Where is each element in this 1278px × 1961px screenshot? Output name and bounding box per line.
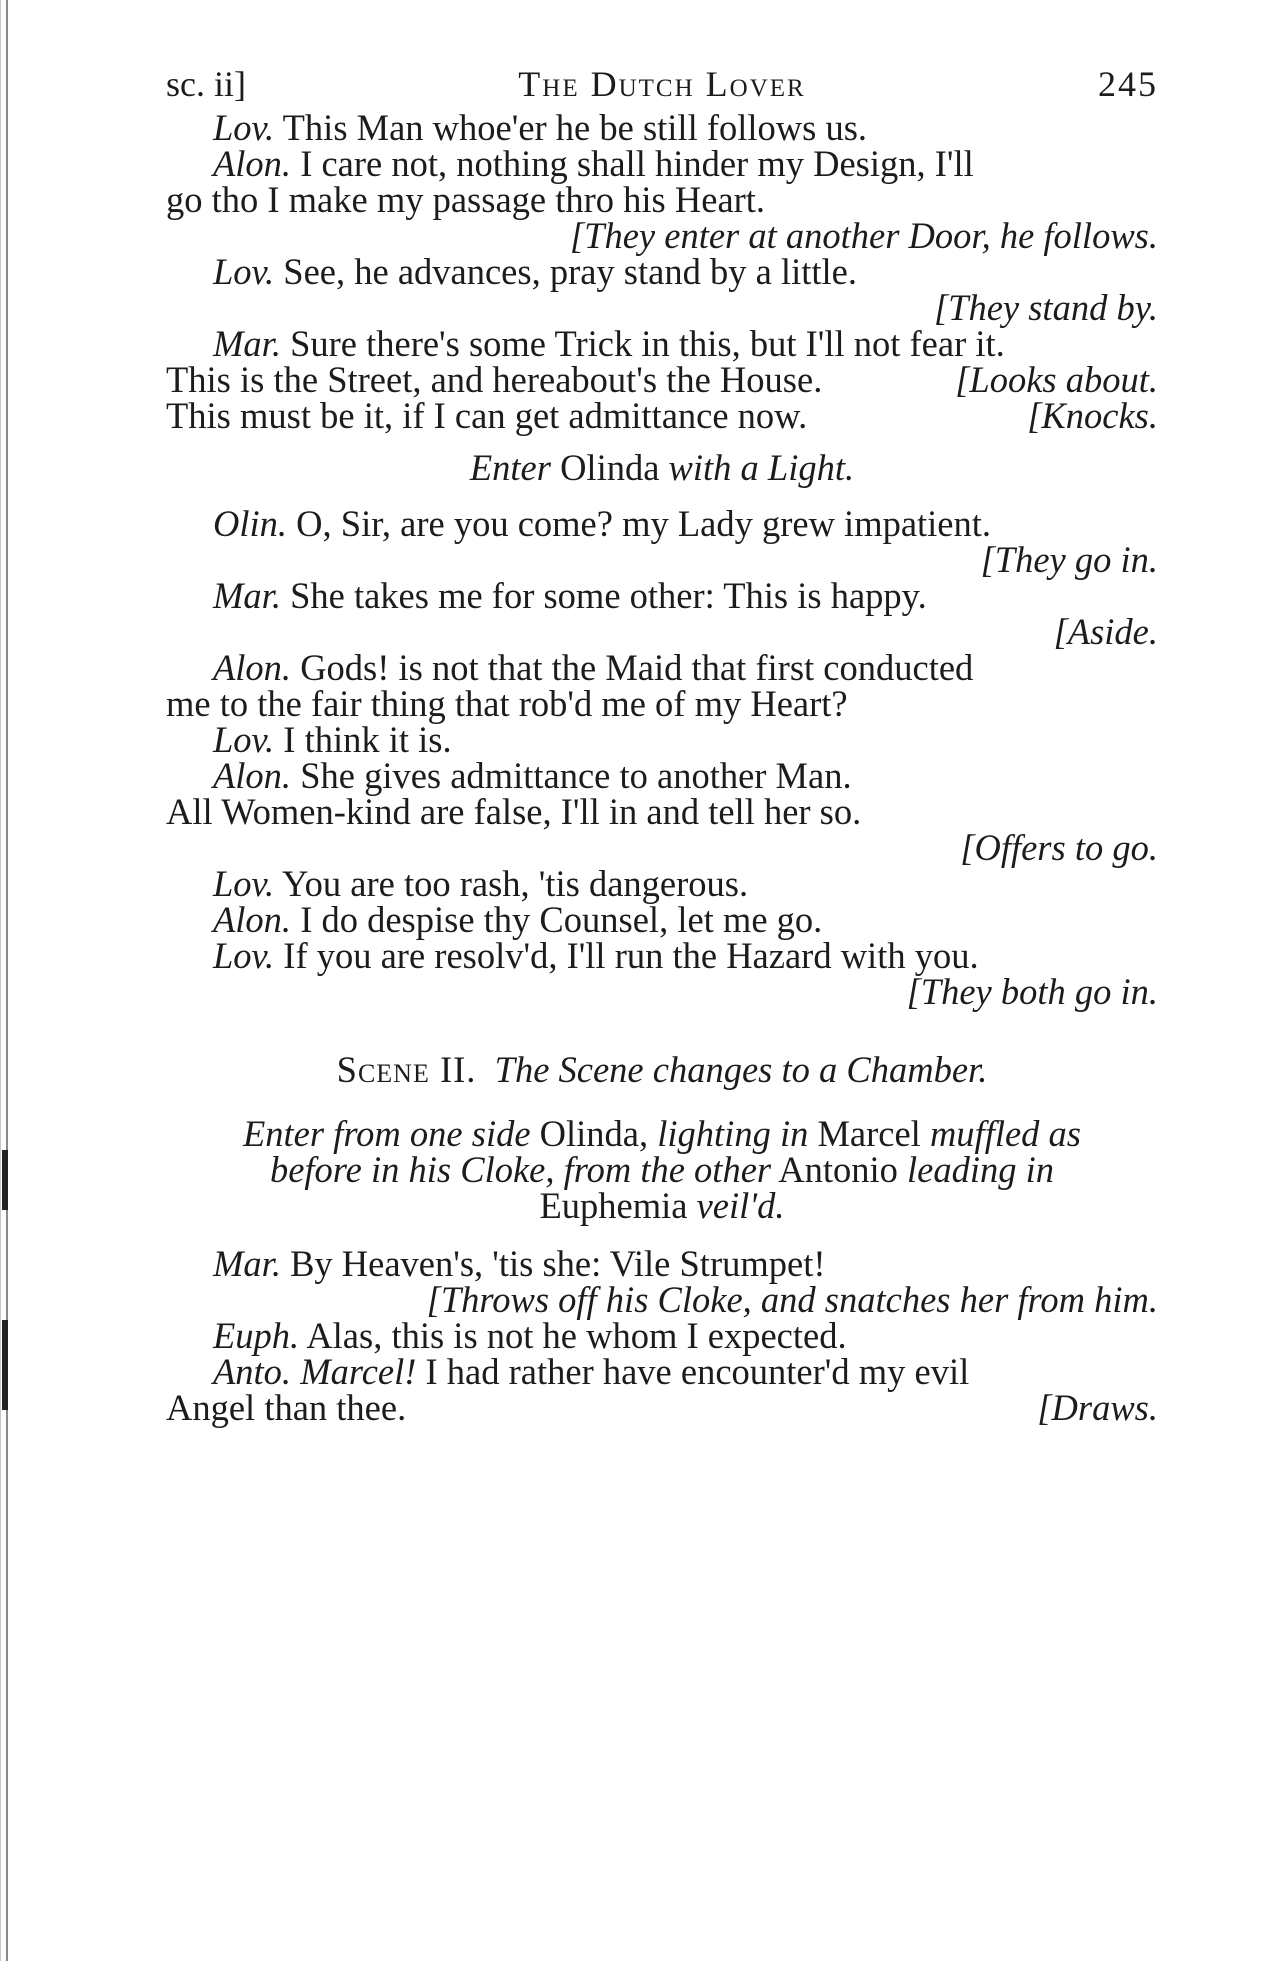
line-text: This Man whoe'er he be still follows us. [274,107,868,148]
speaker-name: Lov. [213,251,275,292]
dialogue-line [166,1243,1205,1284]
line-text: I do despise thy Counsel, let me go. [291,899,823,940]
stage-direction: [They stand by. [933,287,1158,328]
line-text: This must be it, if I can get admittance now. [166,395,808,436]
direction-word: before in his Cloke, from the other [269,1149,772,1190]
stage-direction: [Draws. [1037,1387,1158,1428]
dialogue-line [166,143,1205,184]
dialogue-line [166,575,1205,616]
speaker-name: Anto. [213,1351,292,1392]
line-text: I think it is. [274,719,452,760]
dialogue-line [166,647,1205,688]
dialogue-line [166,1387,1158,1428]
speaker-name: Alon. [213,755,292,796]
line-text: By Heaven's, 'tis she: Vile Strumpet! [280,1243,826,1284]
line-text: See, he advances, pray stand by a little. [274,251,857,292]
dialogue-line [166,395,1158,436]
binding-mark [2,1150,8,1210]
stage-direction: [Offers to go. [960,827,1158,868]
dialogue-line [166,683,1158,724]
character-name: Olinda, [539,1113,649,1154]
direction-word: leading in [907,1149,1055,1190]
line-text: If you are resolv'd, I'll run the Hazard with you. [274,935,979,976]
direction-word: Enter [469,447,551,488]
direction-word: with a Light. [668,447,855,488]
stage-direction: [Throws off his Cloke, and snatches her from him. [426,1279,1158,1320]
speaker-name: Mar. [213,1243,281,1284]
header-title: The Dutch Lover [518,64,806,104]
direction-word: lighting in [657,1113,809,1154]
scene-label: Scene II. [336,1049,477,1090]
character-name: Marcel! [291,1351,417,1392]
line-text: I had rather have encounter'd my evil [416,1351,970,1392]
speaker-name: Lov. [213,935,275,976]
line-text: This is the Street, and hereabout's the House. [166,359,823,400]
dialogue-line [166,899,1205,940]
speaker-name: Lov. [213,719,275,760]
speaker-name: Alon. [213,647,292,688]
character-name: Antonio [778,1149,898,1190]
scene-direction [166,1185,1158,1226]
line-text: You are too rash, 'tis dangerous. [274,863,749,904]
character-name: Marcel [817,1113,921,1154]
line-text: me to the fair thing that rob'd me of my Heart? [166,683,848,724]
dialogue-line [166,935,1205,976]
stage-direction: [Aside. [1053,611,1158,652]
dialogue-line [166,755,1205,796]
dialogue-line [166,179,1158,220]
line-text: She takes me for some other: This is happy. [280,575,927,616]
dialogue-line [166,359,1158,400]
speaker-name: Alon. [213,143,292,184]
scene-heading [166,1049,1158,1090]
line-text: Sure there's some Trick in this, but I'll not fear it. [280,323,1005,364]
speaker-name: Olin. [213,503,288,544]
stage-direction: [They go in. [980,539,1158,580]
speaker-name: Alon. [213,899,292,940]
dialogue-line [166,719,1205,760]
line-text: I care not, nothing shall hinder my Design, I'll [291,143,974,184]
stage-direction: [They enter at another Door, he follows. [569,215,1158,256]
header-section: sc. ii] [166,64,246,104]
stage-direction: [They both go in. [906,971,1158,1012]
stage-direction: [Knocks. [1027,395,1158,436]
speaker-name: Lov. [213,863,275,904]
entrance-direction [166,447,1158,488]
character-name: Euphemia [539,1185,688,1226]
speaker-name: Mar. [213,323,281,364]
speaker-name: Lov. [213,107,275,148]
page-binding-edge [6,0,8,1961]
dialogue-line [166,1351,1205,1392]
binding-mark [2,1320,8,1410]
stage-direction: [Looks about. [955,359,1158,400]
dialogue-line [166,107,1205,148]
direction-word: Enter from one side [242,1113,531,1154]
direction-word: veil'd. [696,1185,785,1226]
scene-description: The Scene changes to a Chamber. [494,1049,988,1090]
direction-word: muffled as [929,1113,1082,1154]
dialogue-line [166,251,1205,292]
dialogue-line [166,503,1205,544]
line-text: Angel than thee. [166,1387,407,1428]
page-edge-shadow [0,0,1,1961]
scene-direction [166,1113,1158,1154]
line-text: All Women-kind are false, I'll in and tell her so. [166,791,862,832]
dialogue-line [166,791,1158,832]
line-text: Alas, this is not he whom I expected. [299,1315,847,1356]
dialogue-line [166,863,1205,904]
scene-direction [166,1149,1158,1190]
dialogue-line [166,1315,1205,1356]
line-text: go tho I make my passage thro his Heart. [166,179,766,220]
character-name: Olinda [560,447,660,488]
page-number: 245 [1098,64,1158,104]
speaker-name: Euph. [213,1315,300,1356]
line-text: O, Sir, are you come? my Lady grew impatient. [287,503,992,544]
speaker-name: Mar. [213,575,281,616]
line-text: Gods! is not that the Maid that first conducted [291,647,974,688]
line-text: She gives admittance to another Man. [291,755,852,796]
dialogue-line [166,323,1205,364]
